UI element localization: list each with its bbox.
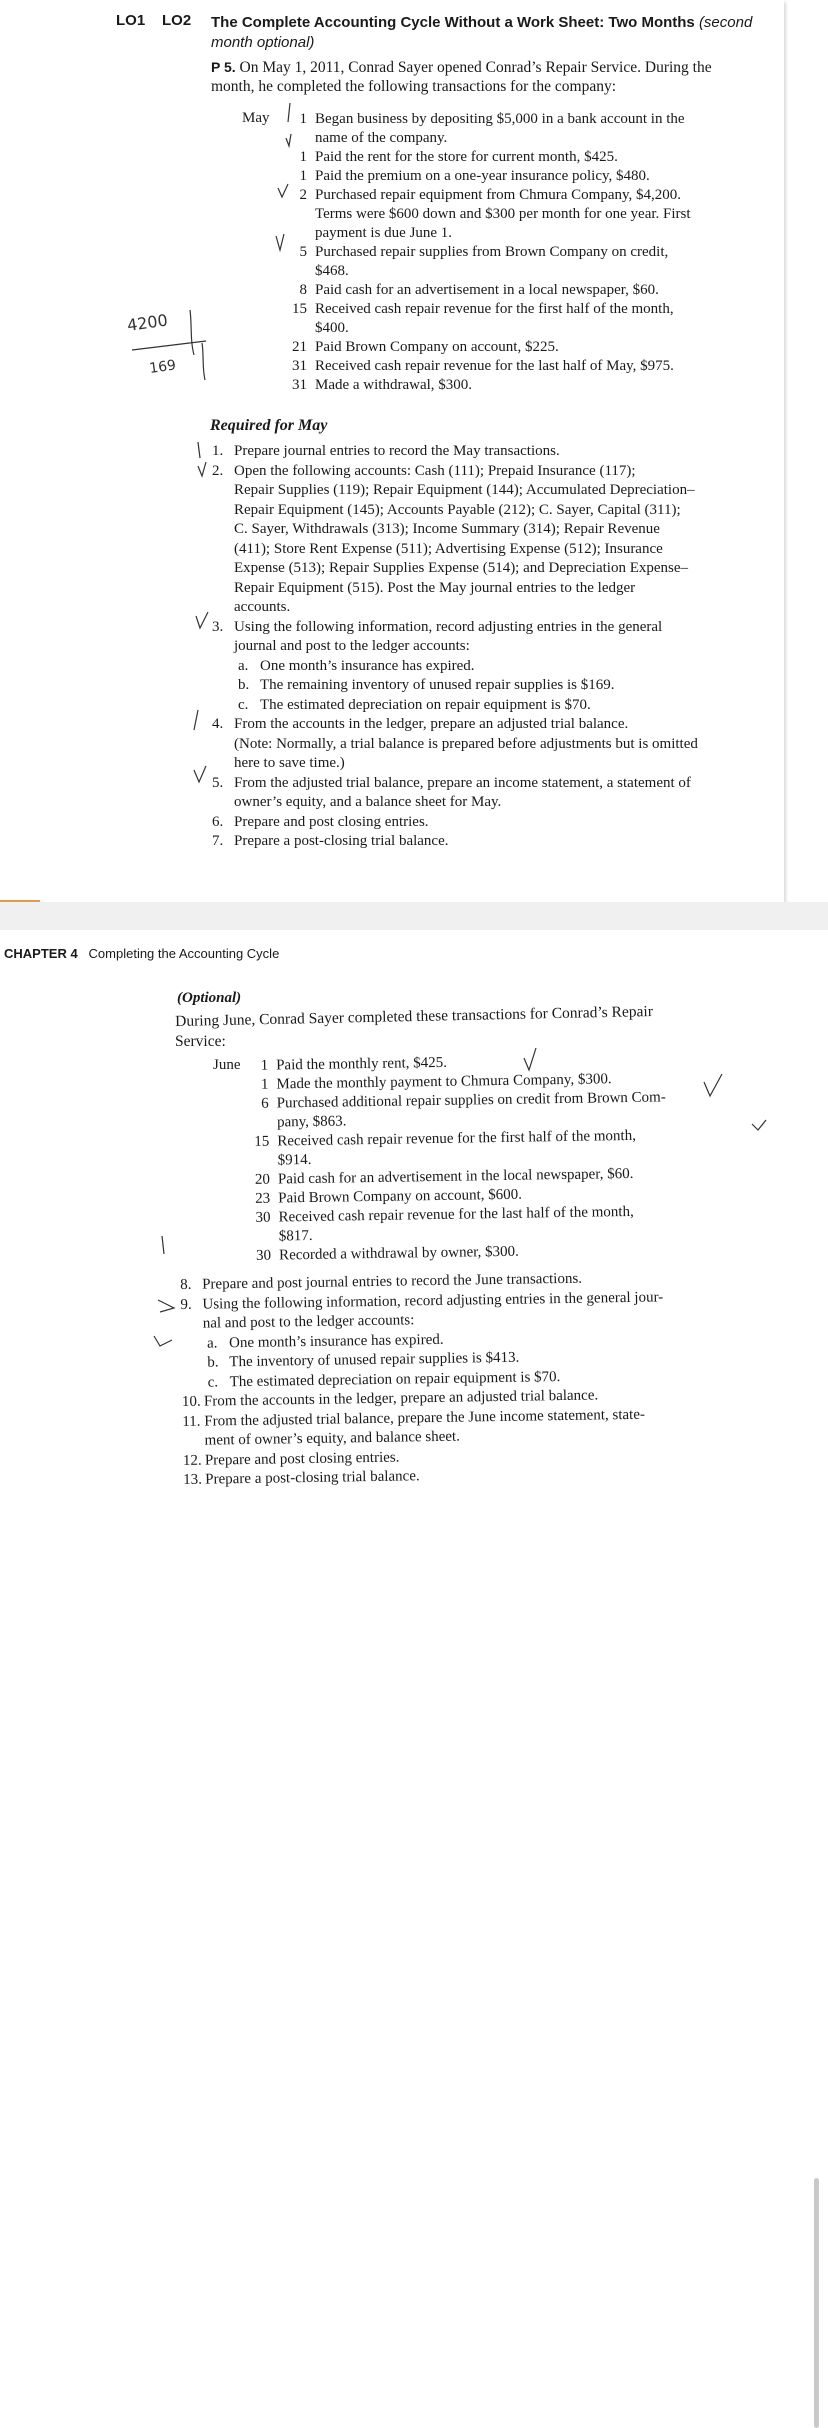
requirement-line [212,442,768,462]
transaction-day: 23 [246,1190,270,1209]
requirement-text: The remaining inventory of unused repair supplies is $169. [260,677,615,693]
requirement-number: 4. [212,715,234,735]
requirement-number: 7. [212,832,234,852]
requirement-sub-line [212,676,768,696]
requirement-number: 2. [212,462,234,482]
requirement-text: Prepare and post closing entries. [205,1449,400,1468]
requirement-line [212,481,768,501]
requirement-line [212,618,768,638]
requirement-text: Open the following accounts: Cash (111); Prepaid Insurance (117); [234,463,636,479]
transaction-day: 15 [283,300,307,319]
transaction-day: 30 [247,1247,271,1266]
requirement-line [212,579,768,599]
requirement-text: Repair Equipment (145); Accounts Payable (212); C. Sayer, Capital (311); [234,502,681,518]
transaction-line [283,300,691,319]
transaction-line [283,186,691,205]
requirement-sub-line [212,696,768,716]
transaction-line [283,205,691,224]
requirement-text: (411); Store Rent Expense (511); Advertising Expense (512); Insurance [234,541,663,557]
transaction-text: Received cash repair revenue for the last half of May, $975. [315,358,674,374]
transaction-day: 1 [244,1057,268,1076]
transaction-line [283,224,691,243]
transaction-text: Paid cash for an advertisement in a local newspaper, $60. [315,282,659,298]
handwritten-calculation [120,295,220,390]
requirement-line [212,813,768,833]
requirement-number: 1. [212,442,234,462]
handwritten-checkmarks-june [150,1040,770,1350]
transaction-text: Began business by depositing $5,000 in a bank account in the [315,111,685,127]
requirement-text: here to save time.) [234,755,345,771]
transaction-line [283,319,691,338]
transaction-line [283,129,691,148]
intro-line-2: month, he completed the following transactions for the company: [211,77,616,96]
requirement-text: One month’s insurance has expired. [260,658,475,674]
transaction-line [283,338,691,357]
transaction-day: 31 [283,357,307,376]
optional-label: (Optional) [177,990,241,1007]
transaction-text: Recorded a withdrawal by owner, $300. [279,1244,519,1264]
requirement-number: 11. [182,1412,204,1432]
requirement-text: (Note: Normally, a trial balance is prepared before adjustments but is omitted [234,736,698,752]
requirement-text: From the accounts in the ledger, prepare an adjusted trial balance. [204,1387,598,1409]
textbook-page-1 [0,0,784,902]
requirement-text: journal and post to the ledger accounts: [234,638,470,654]
june-intro-line-1: During June, Conrad Sayer completed these transactions for Conrad’s Repair [175,1002,653,1031]
transaction-day: 1 [283,148,307,167]
transaction-text: $400. [315,320,349,336]
transaction-text: Made a withdrawal, $300. [315,377,472,393]
requirement-number: 5. [212,774,234,794]
requirement-line [212,774,768,794]
textbook-page-2 [0,930,828,1502]
may-requirements [212,442,768,852]
scrollbar-thumb[interactable] [814,2178,819,2428]
transaction-text: Received cash repair revenue for the last half of the month, [278,1204,633,1226]
problem-title-line2: month optional) [211,34,314,51]
requirement-text: Using the following information, record adjusting entries in the general [234,619,662,635]
month-label-may: May [242,110,270,127]
requirement-text: One month’s insurance has expired. [229,1331,444,1350]
requirement-text: C. Sayer, Withdrawals (313); Income Summary (314); Repair Revenue [234,521,660,537]
transaction-line [283,243,691,262]
handwritten-checkmarks-may [270,100,310,260]
transaction-day: 15 [245,1133,269,1152]
requirement-number: c. [238,696,260,716]
requirement-text: From the adjusted trial balance, prepare an income statement, a statement of [234,775,691,791]
transaction-line [283,281,691,300]
requirement-text: The estimated depreciation on repair equipment is $70. [230,1369,561,1390]
transaction-text: Paid cash for an advertisement in the local newspaper, $60. [278,1166,634,1188]
requirement-line [212,754,768,774]
requirement-text: Using the following information, record adjusting entries in the general jour- [202,1289,663,1312]
transaction-day: 1 [244,1076,268,1095]
may-transactions [283,110,691,395]
requirement-text: Prepare and post journal entries to record the June transactions. [202,1271,582,1293]
transaction-day: 8 [283,281,307,300]
requirement-line [212,598,768,618]
month-label-june: June [213,1057,241,1074]
transaction-day: 5 [283,243,307,262]
transaction-line [283,262,691,281]
requirement-line [212,462,768,482]
problem-title-bold: The Complete Accounting Cycle Without a Work Sheet: Two Months [211,14,695,31]
requirement-text: Expense (513); Repair Supplies Expense (514); and Depreciation Expense– [234,560,688,576]
transaction-day: 31 [283,376,307,395]
requirement-text: From the accounts in the ledger, prepare an adjusted trial balance. [234,716,628,732]
problem-label: P 5. [211,59,236,75]
intro-line-1: P 5. On May 1, 2011, Conrad Sayer opened Conrad’s Repair Service. During the [211,58,712,77]
transaction-line [283,167,691,186]
learning-objective-1: LO1 [116,12,145,29]
problem-title-italic: (second [699,14,752,31]
chapter-header [4,946,279,961]
transaction-text: Terms were $600 down and $300 per month for one year. First [315,206,691,222]
requirement-number: 6. [212,813,234,833]
transaction-text: Paid the rent for the store for current month, $425. [315,149,618,165]
transaction-text: Received cash repair revenue for the first half of the month, [277,1128,636,1150]
problem-title [211,14,752,31]
requirement-line [212,832,768,852]
transaction-line [283,357,691,376]
requirement-text: nal and post to the ledger accounts: [203,1312,415,1331]
transaction-line [283,110,691,129]
requirement-text: Repair Equipment (515). Post the May journal entries to the ledger [234,580,635,596]
requirement-number: 8. [180,1276,202,1296]
transaction-text: Made the monthly payment to Chmura Company, $300. [276,1071,611,1092]
requirement-text: From the adjusted trial balance, prepare the June income statement, state- [204,1406,645,1429]
requirement-line [212,559,768,579]
transaction-text: Purchased repair equipment from Chmura Company, $4,200. [315,187,681,203]
transaction-text: $468. [315,263,349,279]
requirement-text: Prepare and post closing entries. [234,814,429,830]
transaction-text: Paid the monthly rent, $425. [276,1055,447,1074]
requirement-text: Prepare a post-closing trial balance. [234,833,449,849]
transaction-text: $817. [279,1228,313,1245]
transaction-day: 2 [283,186,307,205]
requirement-number: a. [207,1334,229,1354]
requirement-text: Repair Supplies (119); Repair Equipment (144); Accumulated Depreciation– [234,482,695,498]
transaction-day: 1 [283,167,307,186]
requirement-text: Prepare journal entries to record the May transactions. [234,443,560,459]
june-intro-line-2: Service: [175,1032,226,1051]
requirement-line [212,793,768,813]
transaction-line [283,148,691,167]
transaction-text: pany, $863. [277,1113,347,1130]
requirement-number: b. [207,1353,229,1373]
requirement-line [212,520,768,540]
transaction-day: 30 [246,1209,270,1228]
requirement-line [212,735,768,755]
handwriting-169: 169 [148,357,177,377]
transaction-text: Paid the premium on a one-year insurance policy, $480. [315,168,650,184]
requirement-number: 12. [183,1451,205,1471]
required-title: Required for May [210,417,327,435]
handwriting-4200: 4200 [126,310,169,334]
transaction-day: 20 [246,1171,270,1190]
requirement-text: The inventory of unused repair supplies is $413. [229,1350,519,1371]
handwritten-checkmarks-required [190,440,220,840]
requirement-number: 9. [180,1295,202,1315]
transaction-day: 1 [283,110,307,129]
requirement-number: a. [238,657,260,677]
transaction-text: Paid Brown Company on account, $600. [278,1187,522,1207]
requirement-number: 10. [182,1393,204,1413]
requirement-line [212,501,768,521]
requirement-line [212,637,768,657]
requirement-text: owner’s equity, and a balance sheet for May. [234,794,501,810]
requirement-line [212,715,768,735]
learning-objective-2: LO2 [162,12,191,29]
page-gap [0,902,828,930]
transaction-day: 6 [245,1095,269,1114]
requirement-number: b. [238,676,260,696]
requirement-text: The estimated depreciation on repair equipment is $70. [260,697,591,713]
requirement-number: c. [208,1373,230,1393]
requirement-sub-line [212,657,768,677]
transaction-text: Received cash repair revenue for the first half of the month, [315,301,674,317]
transaction-text: Paid Brown Company on account, $225. [315,339,559,355]
requirement-number: 13. [183,1471,205,1491]
requirement-line [212,540,768,560]
transaction-text: name of the company. [315,130,447,146]
chapter-number: CHAPTER 4 [4,946,78,961]
requirement-number: 3. [212,618,234,638]
requirement-text: accounts. [234,599,290,615]
transaction-text: $914. [278,1152,312,1169]
requirement-text: ment of owner’s equity, and balance sheet. [204,1429,460,1449]
transaction-day: 21 [283,338,307,357]
transaction-text: Purchased additional repair supplies on credit from Brown Com- [277,1089,666,1111]
transaction-line [283,376,691,395]
requirement-text: Prepare a post-closing trial balance. [205,1468,420,1487]
chapter-title: Completing the Accounting Cycle [89,946,280,961]
transaction-text: Purchased repair supplies from Brown Company on credit, [315,244,668,260]
transaction-text: payment is due June 1. [315,225,452,241]
